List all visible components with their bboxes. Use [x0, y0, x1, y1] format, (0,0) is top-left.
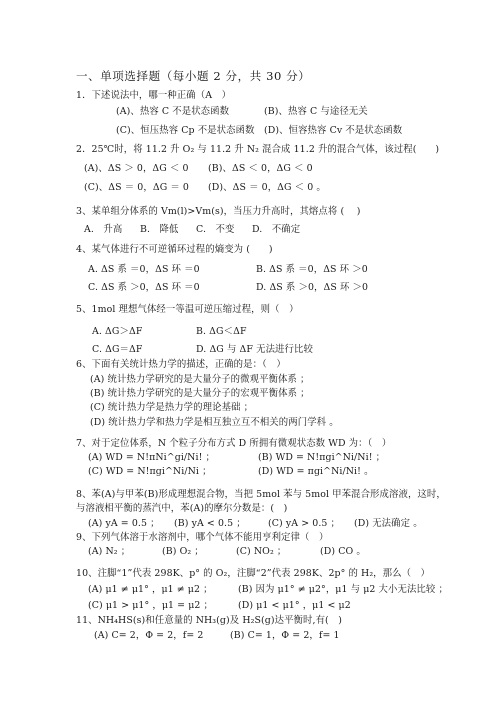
question-10-option-a: (A) μ1 ≠ μ1° ，μ1 ≠ μ2 ； [88, 584, 213, 595]
question-6-option-c: (C) 统计热力学是热力学的理论基础 ； [90, 402, 254, 413]
question-4-option-c: C. ΔS 系 ＞0，ΔS 环 ＝0 [88, 282, 200, 293]
question-5-stem: 5、1mol 理想气体经一等温可逆压缩过程，则（ ） [76, 304, 299, 315]
question-3-option-b: B. 降低 [140, 224, 179, 235]
question-8-option-c: (C) yA > 0.5 ； [268, 518, 341, 529]
question-9-stem: 9、下列气体溶于水溶剂中，哪个气体不能用亨利定律（ ） [76, 532, 329, 543]
question-3-option-a: A. 升高 [84, 224, 123, 235]
question-7-option-d: (D) WD = πgi^Ni/Ni! 。 [258, 466, 374, 477]
question-1-option-c: (C)、恒压热容 Cp 不是状态函数 [116, 125, 255, 136]
question-5-option-d: D. ΔG 与 ΔF 无法进行比较 [196, 344, 313, 355]
question-2-stem: 2．25℃时，将 11.2 升 O₂ 与 11.2 升 N₂ 混合成 11.2 升的混合气体，该过程( ) [76, 144, 440, 155]
question-8-stem: 8、苯(A)与甲苯(B)形成理想混合物，当把 5mol 苯与 5mol 甲苯混合形成溶液，这时， [76, 489, 446, 500]
question-10-stem: 10、注脚“1”代表 298K、p° 的 O₂，注脚“2”代表 298K、2p° 的 H₂，那么（ ） [76, 568, 431, 579]
question-3-option-d: D. 不确定 [252, 224, 301, 235]
question-1-option-d: (D)、恒容热容 Cv 不是状态函数 [264, 125, 403, 136]
question-8-stem-continued: 与溶液相平衡的蒸汽中，苯(A)的摩尔分数是：( ) [76, 503, 288, 514]
question-1-stem: 1．下述说法中，哪一种正确（A ） [76, 90, 232, 101]
question-2-option-a: (A)、ΔS ＞ 0，ΔG ＜ 0 [84, 163, 189, 174]
question-2-option-d: (D)、ΔS ＝ 0，ΔG ＜ 0 。 [208, 182, 326, 193]
question-9-option-a: (A) N₂ ； [88, 546, 131, 557]
question-9-option-c: (C) NO₂ ； [236, 546, 287, 557]
question-11-option-a: (A) C= 2，Φ = 2，f= 2 [94, 630, 204, 641]
question-5-option-a: A. ΔG＞ΔF [92, 326, 143, 337]
question-7-stem: 7、对于定位体系，N 个粒子分布方式 D 所拥有微观状态数 WD 为：（ ） [76, 438, 392, 449]
question-6-option-d: (D) 统计热力学和热力学是相互独立互不相关的两门学科 。 [90, 417, 339, 428]
question-6-stem: 6、下面有关统计热力学的描述，正确的是：（ ） [76, 359, 286, 370]
question-8-option-d: (D) 无法确定 。 [354, 518, 423, 529]
question-10-option-c: (C) μ1 > μ1° ，μ1 = μ2 ； [88, 600, 214, 611]
question-4-option-d: D. ΔS 系 ＞0，ΔS 环 ＞0 [256, 282, 369, 293]
question-11-option-b: (B) C= 1，Φ = 2，f= 1 [230, 630, 340, 641]
question-2-option-c: (C)、ΔS ＝ 0，ΔG ＝ 0 [84, 182, 189, 193]
question-10-option-b: (B) 因为 μ1° ≠ μ2°，μ1 与 μ2 大小无法比较 ； [238, 584, 448, 595]
question-2-option-b: (B)、ΔS ＜ 0，ΔG ＜ 0 [208, 163, 313, 174]
question-9-option-b: (B) O₂ ； [162, 546, 204, 557]
question-1-option-a: (A)、热容 C 不是状态函数 [116, 106, 230, 117]
question-7-option-c: (C) WD = N!πgi^Ni/Ni ； [88, 466, 212, 477]
question-8-option-a: (A) yA = 0.5 ； [88, 518, 160, 529]
question-10-option-d: (D) μ1 < μ1° ，μ1 < μ2 [238, 600, 351, 611]
question-3-stem: 3、某单组分体系的 Vm(l)>Vm(s)，当压力升高时，其熔点将 ( ) [76, 206, 361, 217]
question-7-option-b: (B) WD = N!πgi^Ni/Ni! ； [258, 452, 386, 463]
question-7-option-a: (A) WD = N!πNi^gi/Ni! ； [88, 452, 216, 463]
question-6-option-b: (B) 统计热力学研究的是大量分子的宏观平衡体系 ； [90, 388, 310, 399]
question-5-option-c: C. ΔG＝ΔF [92, 344, 143, 355]
question-4-option-a: A. ΔS 系 ＝0，ΔS 环 ＝0 [88, 264, 200, 275]
question-1-option-b: (B)、热容 C 与途径无关 [264, 106, 368, 117]
question-11-stem: 11、NH₄HS(s)和任意量的 NH₃(g)及 H₂S(g)达平衡时,有( ) [76, 615, 343, 626]
question-9-option-d: (D) CO 。 [320, 546, 366, 557]
question-3-option-c: C. 不变 [196, 224, 235, 235]
question-8-option-b: (B) yA < 0.5 ； [174, 518, 246, 529]
question-4-option-b: B. ΔS 系 ＝0，ΔS 环 ＞0 [256, 264, 368, 275]
question-6-option-a: (A) 统计热力学研究的是大量分子的微观平衡体系 ； [90, 374, 310, 385]
question-4-stem: 4、某气体进行不可逆循环过程的熵变为 ( ) [76, 244, 273, 255]
question-5-option-b: B. ΔG＜ΔF [196, 326, 247, 337]
section-title: 一、单项选择题（每小题 2 分，共 30 分） [76, 69, 311, 83]
